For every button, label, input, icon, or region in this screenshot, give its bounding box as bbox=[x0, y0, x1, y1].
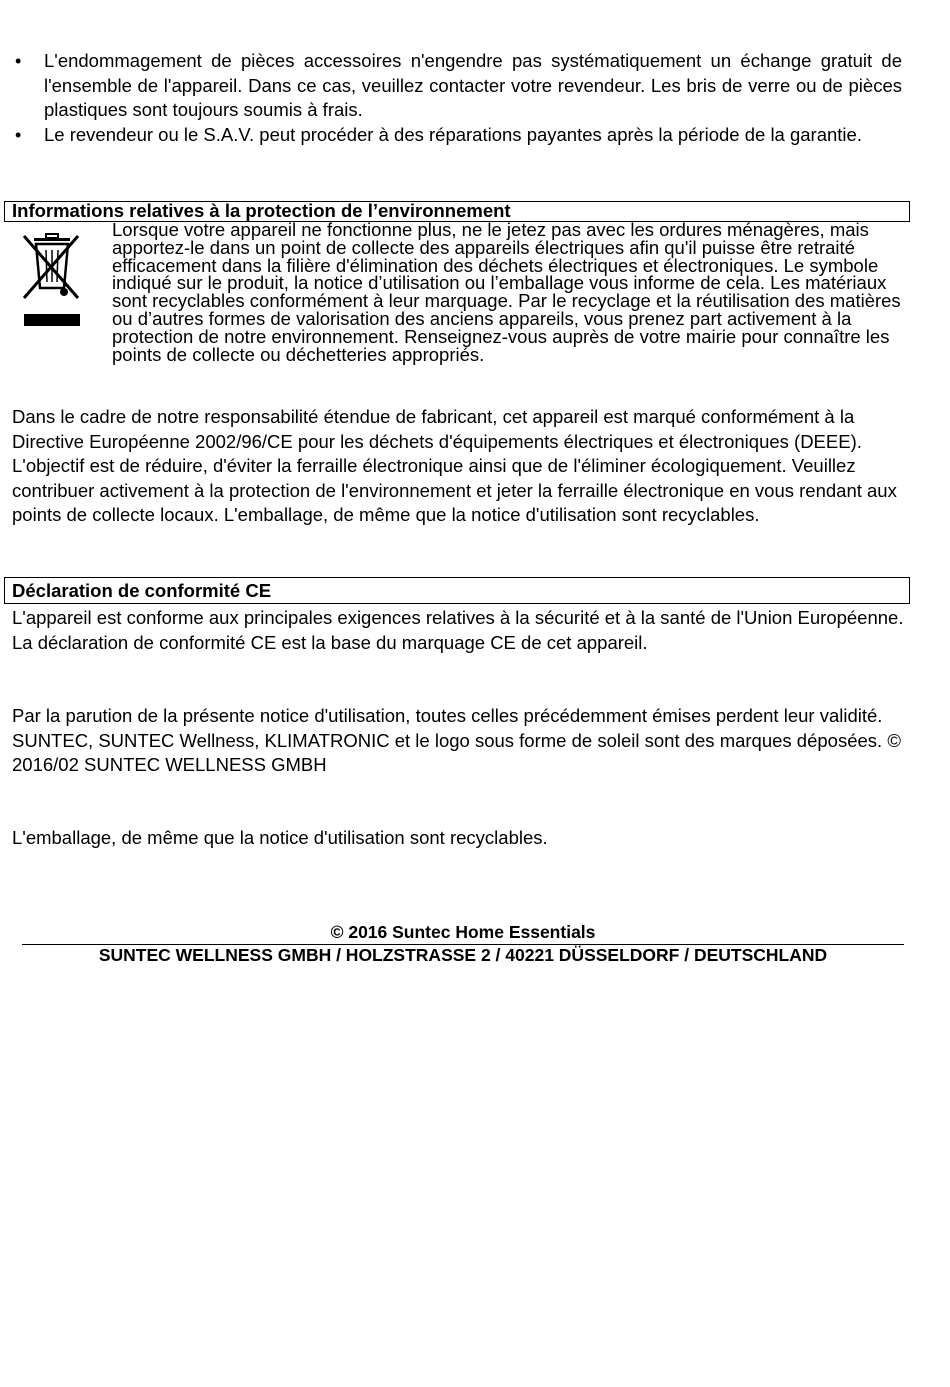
warranty-bullet-list bbox=[12, 49, 902, 147]
recycling-note: L'emballage, de même que la notice d'utilisation sont recyclables. bbox=[12, 827, 548, 848]
warranty-bullet-paid-repairs: • Le revendeur ou le S.A.V. peut procéder à des réparations payantes après la période de la garantie. bbox=[12, 123, 902, 148]
warranty-bullet-accessories: • L'endommagement de pièces accessoires n'engendre pas systématiquement un échange gratuit de l'ensemble de l'appareil. Dans ce cas, veuillez contacter votre revendeur. Les bris de verre ou de pièces plastiques sont toujours soumis à frais. bbox=[12, 49, 902, 123]
trademark-paragraph: Par la parution de la présente notice d'utilisation, toutes celles précédemment émises perdent leur validité. SUNTEC, SUNTEC Wellness, KLIMATRONIC et le logo sous forme de soleil sont des marques déposées. © 2016/02 SUNTEC WELLNESS GMBH bbox=[12, 705, 901, 775]
environment-heading: Informations relatives à la protection de l’environnement bbox=[12, 200, 511, 221]
crossed-out-wheelie-bin-icon bbox=[20, 232, 84, 332]
conformity-paragraph: L'appareil est conforme aux principales exigences relatives à la sécurité et à la santé de l'Union Européenne. La déclaration de conformité CE est la base du marquage CE de cet appareil. bbox=[12, 607, 904, 653]
environment-disposal-text: Lorsque votre appareil ne fonctionne plus, ne le jetez pas avec les ordures ménagères, mais apportez-le dans un point de collecte des appareils électriques afin qu'il puisse être retraité efficacement dans la filière d'élimination des déchets électriques et électroniques. Le symbole indiqué sur le produit, la notice d’utilisation ou l’emballage vous informe de cela. Les matériaux sont recyclables conformément à leur marquage. Par le recyclage et la réutilisation des matières ou d’autres formes de valorisation des anciens appareils, vous prenez part activement à la protection de notre environnement. Renseignez-vous auprès de votre mairie pour connaître les points de collecte ou déchetteries appropriés. bbox=[112, 219, 901, 365]
footer-copyright: © 2016 Suntec Home Essentials bbox=[330, 922, 596, 942]
footer-address: SUNTEC WELLNESS GMBH / HOLZSTRASSE 2 / 40221 DÜSSELDORF / DEUTSCHLAND bbox=[98, 945, 828, 965]
weee-directive-paragraph: Dans le cadre de notre responsabilité étendue de fabricant, cet appareil est marqué conformément à la Directive Européenne 2002/96/CE pour les déchets d'équipements électriques et électroniques (DEEE). L'objectif est de réduire, d'éviter la ferraille électronique ainsi que de l'éliminer écologiquement. Veuillez contribuer activement à la protection de l'environnement et jeter la ferraille électronique en vous rendant aux points de collecte locaux. L'emballage, de même que la notice d'utilisation sont recyclables. bbox=[12, 406, 897, 525]
conformity-heading: Déclaration de conformité CE bbox=[12, 580, 272, 601]
